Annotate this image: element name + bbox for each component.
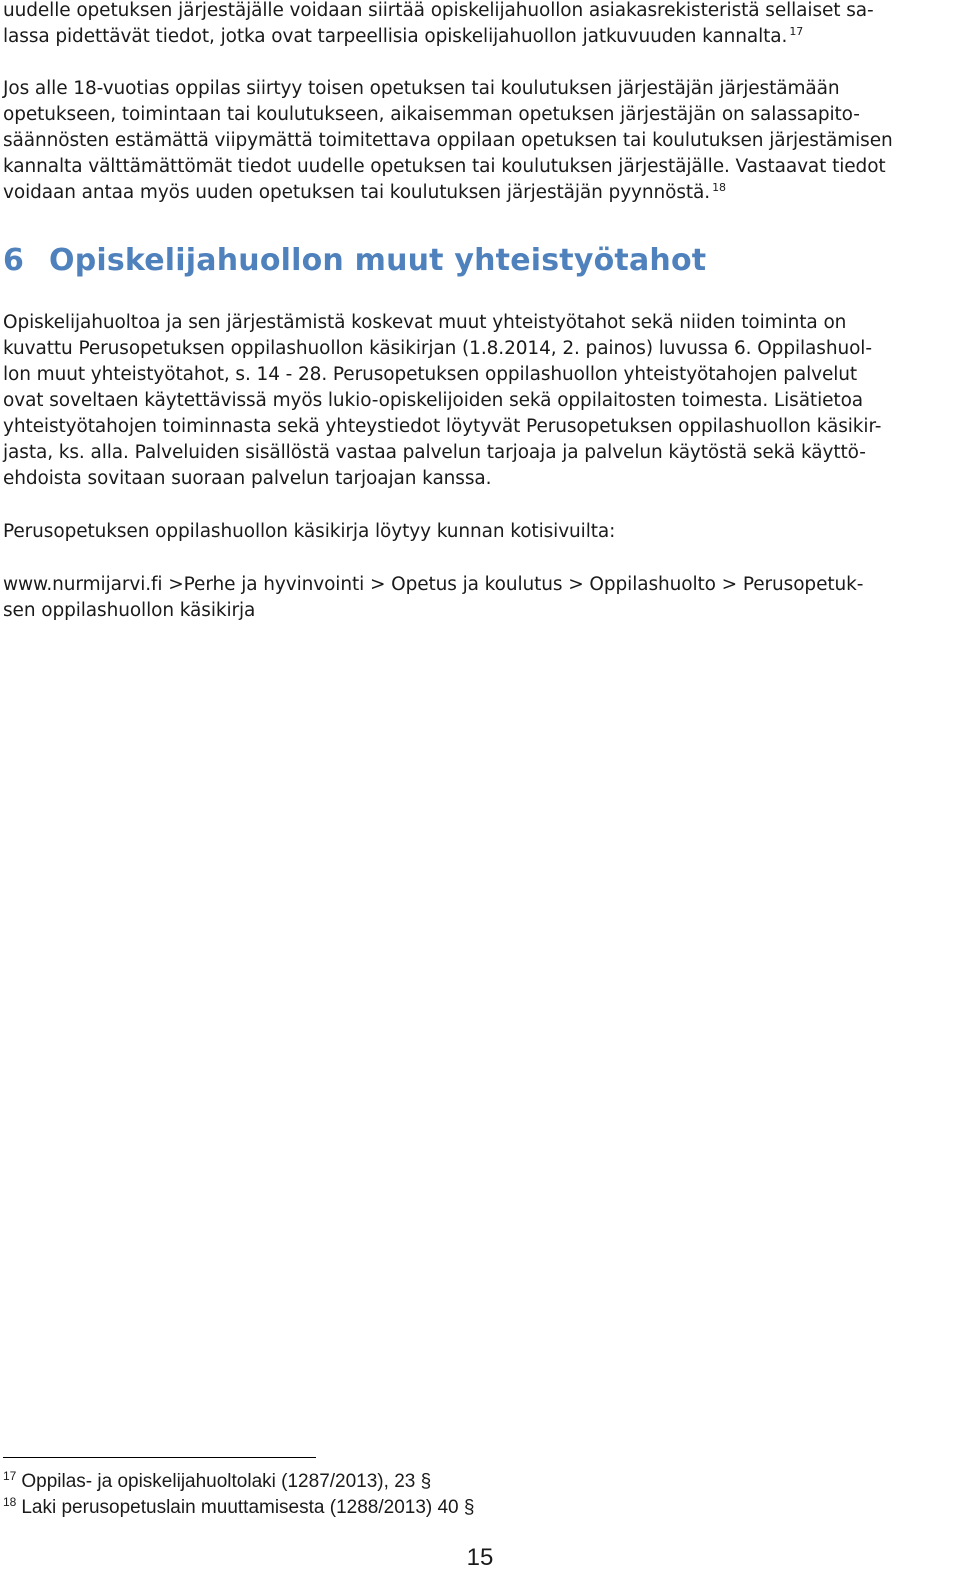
text-line: ehdoista sovitaan suoraan palvelun tarjoajan kanssa.	[3, 468, 492, 489]
text-line-content: voidaan antaa myös uuden opetuksen tai koulutuksen järjestäjän pyynnöstä.	[3, 182, 711, 203]
footnote-18	[3, 1494, 475, 1519]
text-line: kannalta välttämättömät tiedot uudelle opetuksen tai koulutuksen järjestäjälle. Vastaavat tiedot	[3, 156, 886, 177]
paragraph-student-transfer	[3, 76, 893, 206]
footnote-number: 17	[3, 1468, 17, 1483]
paragraph-cooperation	[3, 310, 881, 492]
footnote-number: 18	[3, 1494, 17, 1509]
section-heading	[3, 243, 706, 278]
text-line	[3, 24, 874, 50]
section-title: Opiskelijahuollon muut yhteistyötahot	[49, 243, 707, 278]
paragraph-website-path	[3, 572, 863, 624]
page-number: 15	[466, 1544, 494, 1571]
footnote-text: Oppilas- ja opiskelijahuoltolaki (1287/2013), 23 §	[21, 1471, 432, 1492]
footnote-reference-18[interactable]: 18	[712, 180, 726, 194]
text-line: jasta, ks. alla. Palveluiden sisällöstä vastaa palvelun tarjoaja ja palvelun käytöstä sekä käyttö-	[3, 442, 866, 463]
text-line: lon muut yhteistyötahot, s. 14 - 28. Perusopetuksen oppilashuollon yhteistyötahojen palvelut	[3, 364, 858, 385]
text-line: uudelle opetuksen järjestäjälle voidaan siirtää opiskelijahuollon asiakasrekisteristä sellaiset sa-	[3, 0, 874, 21]
text-line	[3, 180, 893, 206]
footnote-text: Laki perusopetuslain muuttamisesta (1288/2013) 40 §	[21, 1497, 475, 1518]
paragraph-continued	[3, 0, 874, 50]
text-line: ovat soveltaen käytettävissä myös lukio-opiskelijoiden sekä oppilaitosten toimesta. Lisätietoa	[3, 390, 864, 411]
text-line: Perusopetuksen oppilashuollon käsikirja löytyy kunnan kotisivuilta:	[3, 521, 616, 542]
footnote-reference-17[interactable]: 17	[789, 24, 804, 38]
paragraph-handbook-location	[3, 519, 615, 545]
text-line: yhteistyötahojen toiminnasta sekä yhteystiedot löytyvät Perusopetuksen oppilashuollon käsikir-	[3, 416, 882, 437]
footnote-17	[3, 1468, 432, 1493]
section-number: 6	[3, 243, 25, 278]
footnote-separator	[3, 1457, 316, 1458]
text-line: säännösten estämättä viipymättä toimitettava oppilaan opetuksen tai koulutuksen järjestämisen	[3, 130, 893, 151]
text-line: opetukseen, toimintaan tai koulutukseen, aikaisemman opetuksen järjestäjän on salassapito-	[3, 104, 860, 125]
website-path-line: www.nurmijarvi.fi >Perhe ja hyvinvointi > Opetus ja koulutus > Oppilashuolto > Perusopetuk-	[3, 574, 864, 595]
website-path-line: sen oppilashuollon käsikirja	[3, 600, 256, 621]
text-line: Jos alle 18-vuotias oppilas siirtyy toisen opetuksen tai koulutuksen järjestäjän järjestämään	[3, 78, 840, 99]
text-line: Opiskelijahuoltoa ja sen järjestämistä koskevat muut yhteistyötahot sekä niiden toiminta on	[3, 312, 847, 333]
text-line: kuvattu Perusopetuksen oppilashuollon käsikirjan (1.8.2014, 2. painos) luvussa 6. Oppilashuol-	[3, 338, 872, 359]
text-line-content: lassa pidettävät tiedot, jotka ovat tarpeellisia opiskelijahuollon jatkuvuuden kannalta.	[3, 26, 788, 47]
